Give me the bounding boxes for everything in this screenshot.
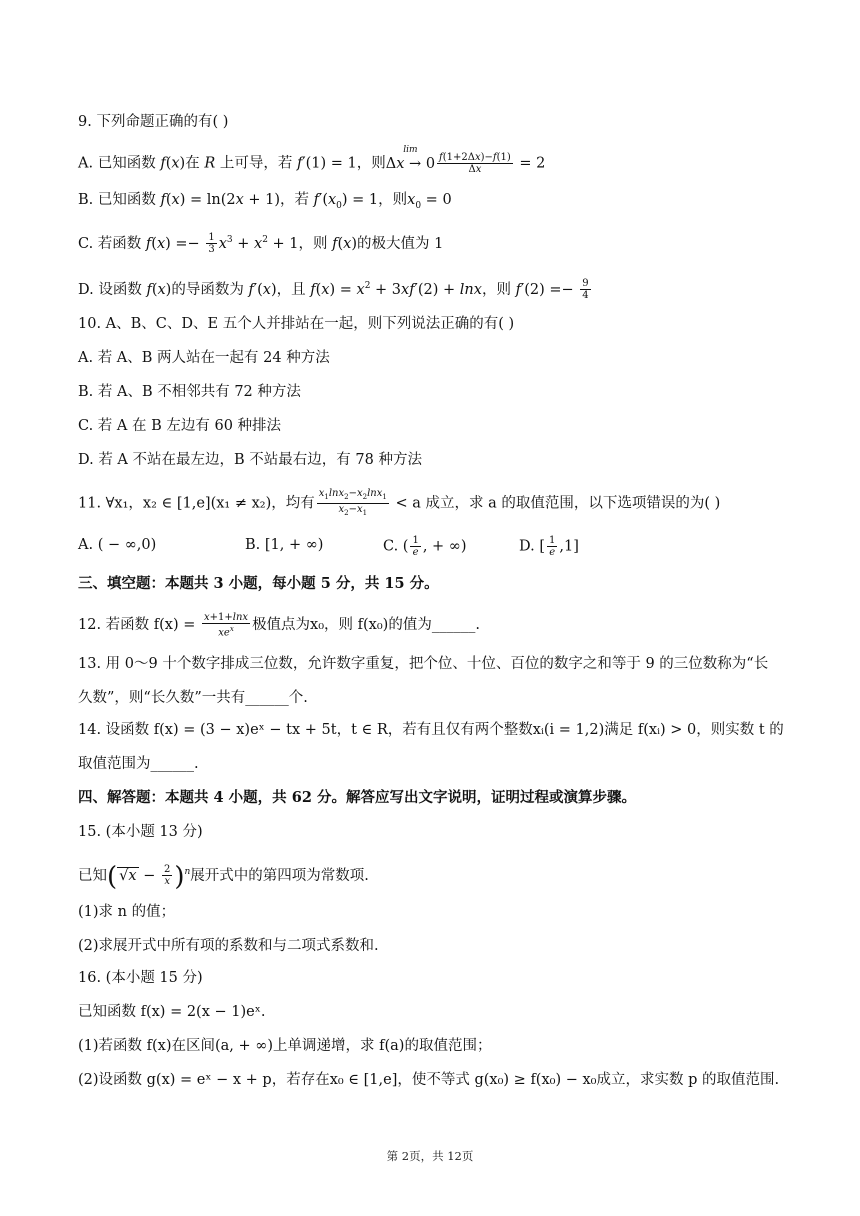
q11-option-c: C. ( $\frac{1}{e}$ , + ∞)	[383, 535, 467, 558]
q14-line2: 取值范围为______.	[78, 756, 199, 772]
q15-stem: 已知( √x − $\frac{2}{x}$ )$^n$展开式中的第四项为常数项.	[78, 861, 369, 892]
q12-pre: 12. 若函数 f(x) =	[78, 617, 201, 634]
q9-d-text1: D. 设函数	[78, 281, 147, 298]
q9-c-text3: 的极大值为 1	[357, 235, 444, 252]
q9-b-text3: ，则	[378, 192, 408, 208]
q11-option-d: D. [ $\frac{1}{e}$ ,1]	[519, 535, 579, 558]
q10-stem: 10. A、B、C、D、E 五个人并排站在一起，则下列说法正确的有( )	[78, 316, 515, 332]
q9-d-text3: ，且	[276, 281, 311, 298]
q11-d-post: ,1]	[559, 538, 579, 555]
q10-option-c: C. 若 A 在 B 左边有 60 种排法	[78, 418, 282, 434]
q9-d-text4: ，则	[481, 281, 516, 298]
q9-option-a: A. 已知函数 f(x)在 R 上可导，若 f′(1) = 1，则 lim Δx → 0 $\frac{f(1+2\Delta x)-f(1)}{\Delta x}$ = 2	[78, 144, 546, 175]
q9-c-text2: ，则	[298, 235, 333, 252]
page-footer: 第 2页，共 12页	[386, 1149, 474, 1163]
q9-c-text1: C. 若函数	[78, 235, 146, 252]
q11-c-pre: C. (	[383, 538, 409, 555]
q9-b-text2: ，若	[280, 192, 314, 208]
q11-option-a: A. ( − ∞,0)	[78, 537, 157, 553]
q9-option-d: D. 设函数 f(x)的导函数为 f′(x)，且 $f(x) = x^2 + 3xf'(2) + \ln x$，则 f′(2) =− $\frac{9}{4}$	[78, 278, 589, 302]
q15-stem-pre: 已知	[78, 867, 107, 884]
q11-c-post: , + ∞)	[422, 538, 467, 555]
q9-option-b: B. 已知函数 f(x) = ln(2x + 1)，若 $f'(x_0) = 1$，则$x_0 = 0$	[78, 192, 452, 211]
q12-post: 极值点为x₀，则 f(x₀)的值为______.	[252, 617, 480, 634]
q12: 12. 若函数 f(x) = $\frac{x+1+\ln x}{xe^x}$ 极值点为x₀，则 f(x₀)的值为______.	[78, 612, 480, 639]
q11-d-pre: D. [	[519, 538, 545, 555]
q9-a-text4: ，则	[356, 155, 386, 172]
q9-stem: 9. 下列命题正确的有( )	[78, 114, 229, 130]
q9-a-text2: 在	[185, 155, 205, 172]
q15-stem-post: 展开式中的第四项为常数项.	[190, 867, 369, 884]
q9-a-text1: A. 已知函数	[78, 155, 161, 172]
q9-option-c: C. 若函数 f(x) =− $\frac{1}{3}$ $x^3 + x^2 + 1$，则 f(x)的极大值为 1	[78, 232, 444, 256]
q11-stem-pre: 11. ∀x₁，x₂ ∈ [1,e](x₁ ≠ x₂)，均有	[78, 495, 315, 512]
q10-option-d: D. 若 A 不站在最左边，B 不站最右边，有 78 种方法	[78, 452, 422, 468]
q14-line1: 14. 设函数 f(x) = (3 − x)eˣ − tx + 5t，t ∈ R，若有且仅有两个整数xᵢ(i = 1,2)满足 f(xᵢ) > 0，则实数 t 的	[78, 722, 784, 738]
q13-line2: 久数”，则“长久数”一共有______个.	[78, 690, 308, 706]
q13-line1: 13. 用 0～9 十个数字排成三位数，允许数字重复，把个位、十位、百位的数字之和等于 9 的三位数称为“长	[78, 656, 769, 672]
q11-stem: 11. ∀x₁，x₂ ∈ [1,e](x₁ ≠ x₂)，均有 $\frac{x_1\ln x_2-x_2\ln x_1}{x_2-x_1}$ < a 成立，求 a 的取值范围，以下选项错误的为( )	[78, 488, 721, 517]
q11-option-b: B. [1, + ∞)	[245, 537, 324, 553]
section-3-heading: 三、填空题：本题共 3 小题，每小题 5 分，共 15 分。	[78, 575, 439, 592]
q16-part2: (2)设函数 g(x) = eˣ − x + p，若存在x₀ ∈ [1,e]，使不等式 g(x₀) ≥ f(x₀) − x₀成立，求实数 p 的取值范围.	[78, 1072, 780, 1088]
q9-a-text3: 上可导，若	[215, 155, 297, 172]
q11-stem-post: < a 成立，求 a 的取值范围，以下选项错误的为( )	[390, 495, 721, 512]
q15-part2: (2)求展开式中所有项的系数和与二项式系数和.	[78, 938, 379, 954]
q16-part1: (1)若函数 f(x)在区间(a, + ∞)上单调递增，求 f(a)的取值范围；	[78, 1038, 492, 1054]
q9-d-text2: 的导函数为	[171, 281, 249, 298]
q16-header: 16. (本小题 15 分)	[78, 970, 203, 986]
q15-header: 15. (本小题 13 分)	[78, 824, 203, 840]
q16-stem: 已知函数 f(x) = 2(x − 1)eˣ.	[78, 1004, 266, 1020]
q9-b-text1: B. 已知函数	[78, 192, 161, 208]
section-4-heading: 四、解答题：本题共 4 小题，共 62 分。解答应写出文字说明，证明过程或演算步骤。	[78, 789, 636, 806]
q10-option-b: B. 若 A、B 不相邻共有 72 种方法	[78, 384, 301, 400]
q10-option-a: A. 若 A、B 两人站在一起有 24 种方法	[78, 350, 330, 366]
q15-part1: (1)求 n 的值；	[78, 904, 176, 920]
